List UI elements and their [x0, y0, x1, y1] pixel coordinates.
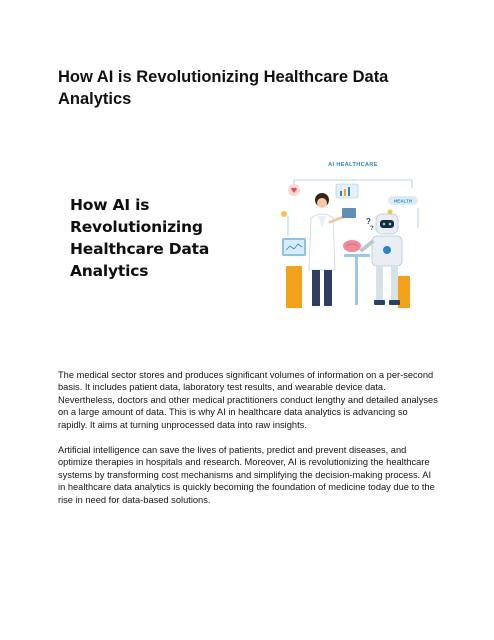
- health-tag-label: HEALTH: [394, 198, 412, 204]
- paragraph-2: [58, 444, 438, 506]
- ai-healthcare-illustration: [280, 158, 426, 318]
- heart-icon: [288, 184, 300, 196]
- svg-text:?: ?: [370, 226, 374, 232]
- paragraph-text: Artificial intelligence can save the lives of patients, predict and prevent diseases, and optimize therapies in hospitals and research. Moreover, AI is revolutionizing the healthcare systems by transforming cost mechanisms and simplifying the decision-making process. AI in healthcare data analytics is quickly becoming the foundation of medicine today due to the rise in need for data-based solutions.: [58, 445, 435, 505]
- chart-card-icon: [336, 184, 358, 198]
- paragraph-1: [58, 369, 438, 431]
- hero-banner: [58, 148, 434, 320]
- health-tag: [388, 196, 418, 205]
- hero-heading: How AI is Revolutionizing Healthcare Data Analytics: [70, 196, 210, 280]
- brain-icon: [343, 240, 361, 252]
- doctor-robot-illustration: [280, 158, 426, 318]
- paragraph-text: The medical sector stores and produces significant volumes of information on a per-second basis. It includes patient data, laboratory test results, and wearable device data. Nevertheless, doctors and other medical practitioners conduct lengthy and detailed analyses on a large amount of data. This is why AI in healthcare data analytics is advancing so rapidly. It aims at turning unprocessed data into raw insights.: [58, 370, 438, 430]
- robot-figure: [362, 214, 402, 305]
- monitor-icon: [282, 238, 306, 256]
- illustration-label: AI HEALTHCARE: [328, 162, 378, 168]
- svg-text:?: ?: [366, 217, 371, 226]
- page-title: How AI is Revolutionizing Healthcare Data Analytics: [58, 68, 389, 108]
